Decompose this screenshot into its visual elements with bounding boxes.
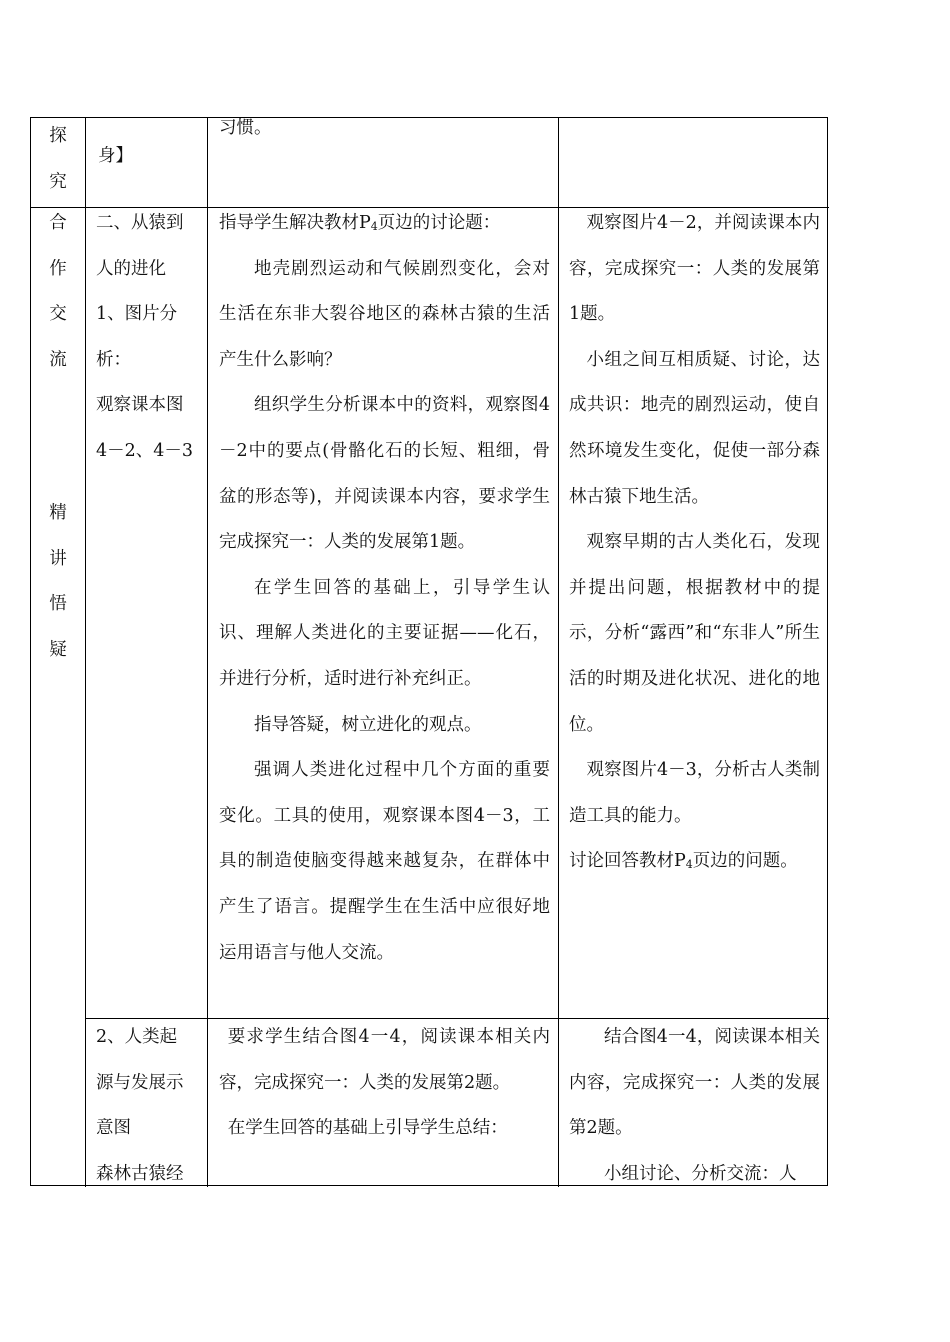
stage-char: 精 [49,503,67,523]
student-paragraph: 小组讨论、分析交流：人 [604,1163,797,1184]
row1-stage-cell [31,114,85,207]
teacher-paragraph: 要求学生结合图4一4，阅读课本相关内容，完成探究一：人类的发展第2题。 [219,1027,550,1093]
row2-topic-cell [96,201,202,501]
topic-line: 2、人类起 [96,1027,178,1047]
teacher-paragraph: 在学生回答的基础上引导学生总结： [227,1118,508,1139]
stage-char: 疑 [49,639,67,660]
student-paragraph: 观察图片4－2，并阅读课本内容，完成探究一：人类的发展第1题。 [569,213,820,325]
student-paragraph: 讨论回答教材$P_4$页边的问题。 [569,851,798,872]
topic-line: 二、从猿到 [96,213,184,233]
topic-line: 人的进化 [96,258,166,279]
row1-teacher-cell [219,106,553,201]
stage-char: 合 [49,213,67,233]
student-paragraph: 小组之间互相质疑、讨论，达成共识：地壳的剧烈运动，使自然环境发生变化，促使一部分森林古猿下地生活。 [569,349,820,507]
teacher-paragraph: 在学生回答的基础上，引导学生认识、理解人类进化的主要证据——化石，并进行分析，适时进行补充纠正。 [219,577,550,689]
topic-line: 4－2、4－3 [96,440,194,461]
teacher-paragraph: 指导学生解决教材$P_4$页边的讨论题： [219,213,501,233]
stage-char: 作 [49,258,67,279]
topic-line: 身】 [98,146,133,166]
stage-char: 流 [49,349,67,370]
stage-char: 讲 [49,548,67,569]
row3-topic-cell [96,1015,202,1187]
row2-student-cell [569,201,820,1016]
teacher-paragraph: 地壳剧烈运动和气候剧烈变化，会对生活在东非大裂谷地区的森林古猿的生活产生什么影响？ [219,258,550,370]
stage-char: 交 [49,304,67,325]
stage-char: 探 [49,126,67,146]
stage-char: 究 [49,171,67,192]
topic-line: 森林古猿经 [96,1163,184,1184]
topic-line: 1、图片分 [96,304,178,325]
column-divider [85,118,86,1187]
topic-line: 观察课本图 [96,395,184,416]
row2-stage-cell-lower [31,491,85,891]
row2-teacher-cell [219,201,550,1016]
topic-line: 源与发展示 [96,1072,184,1093]
lesson-table [30,117,828,1186]
student-paragraph: 结合图4一4，阅读课本相关内容，完成探究一：人类的发展第2题。 [569,1027,820,1139]
row1-topic-cell [98,134,203,207]
teacher-paragraph: 强调人类进化过程中几个方面的重要变化。工具的使用，观察课本图4－3，工具的制造使脑变得越来越复杂，在群体中产生了语言。提醒学生在生活中应很好地运用语言与他人交流。 [219,760,550,963]
teacher-paragraph: 指导答疑，树立进化的观点。 [254,714,482,735]
row1-student-cell [569,118,821,207]
student-paragraph: 观察图片4－3，分析古人类制造工具的能力。 [569,760,820,826]
column-divider [207,118,208,1187]
topic-line: 析： [96,349,131,370]
row3-teacher-cell [219,1015,550,1187]
row3-student-cell [569,1015,820,1187]
teacher-paragraph: 组织学生分析课本中的资料，观察图4－2中的要点(骨骼化石的长短、粗细，骨盆的形态等)，并阅读课本内容，要求学生完成探究一：人类的发展第1题。 [219,395,550,553]
stage-char: 悟 [49,594,67,615]
teacher-line: 习惯。 [219,118,272,138]
column-divider [558,118,559,1187]
student-paragraph: 观察早期的古人类化石，发现并提出问题，根据教材中的提示，分析“露西”和“东非人”所生活的时期及进化状况、进化的地位。 [569,532,820,735]
topic-line: 意图 [96,1118,131,1139]
